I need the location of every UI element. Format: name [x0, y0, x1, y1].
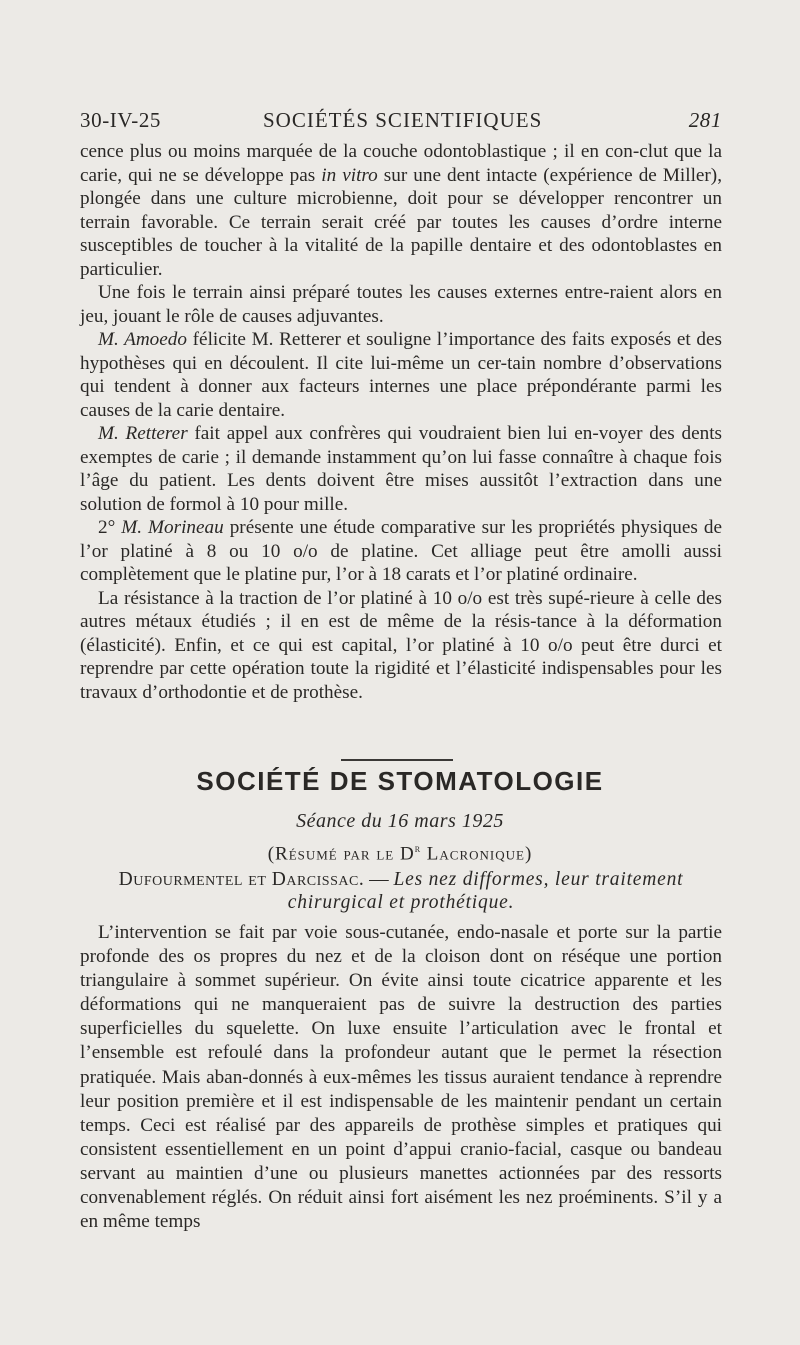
speaker-name: M. Amoedo [98, 329, 187, 350]
page-number: 281 [688, 108, 722, 132]
paragraph-3-text: félicite M. Retterer et souligne l’importance des faits exposés et des hypothèses qui en découlent. Il cite lui-même un cer-tain nombre d’observations qui tendent à donner aux facteurs internes une place prépondérante parmi les causes de la carie dentaire. [80, 329, 722, 421]
authors: Dufourmentel et Darcissac. [118, 869, 365, 890]
summary-post: Lacronique) [421, 843, 533, 865]
speaker-name: M. Morineau [121, 517, 224, 538]
paragraph-4-text: fait appel aux confrères qui voudraient bien lui en-voyer des dents exemptes de carie ; il demande instamment qu’on lui fasse connaître à chaque fois l’âge du patient. Les dents doivent être mises aussitôt l’extraction dans une solution de formol à 10 pour mille. [80, 423, 723, 515]
paragraph-1-part-c: sur une dent intacte (expérience de Miller), plongée dans une culture microbienne, doit pour se développer rencontrer un terrain favorable. Ce terrain serait créé par toutes les causes d’ordre interne susceptibles de toucher à la vitalité de la papille dentaire et des odontoblastes en particulier. [80, 164, 722, 280]
article-title: Les nez difformes, leur traitement chirurgical et prothétique. [287, 869, 684, 913]
summary-sup: r [414, 841, 422, 855]
header-date: 30-IV-25 [80, 108, 162, 132]
summary-attribution [0, 841, 800, 865]
paragraph-1-part-a: cence plus ou moins marquée de la couche odontoblastique ; il en con-clut que la carie, qui ne se développe pas [80, 141, 722, 186]
report-body [80, 140, 722, 704]
article-body [80, 921, 722, 1234]
speaker-name: M. Retterer [98, 423, 188, 444]
section-title: SOCIÉTÉ DE STOMATOLOGIE [196, 766, 604, 796]
article-heading [80, 868, 722, 914]
paragraph-5-text: présente une étude comparative sur les propriétés physiques de l’or platiné à 8 ou 10 o/o de platine. Cet alliage peut être amolli aussi complètement que le platine pur, l’or à 18 carats et l’or platiné ordinaire. [80, 517, 722, 585]
paragraph-5 [80, 516, 722, 587]
session-date: Séance du 16 mars 1925 [296, 810, 504, 832]
paragraph-1 [80, 140, 722, 281]
paragraph-3 [80, 328, 722, 422]
paragraph-4 [80, 422, 722, 516]
summary-pre: (Résumé par le D [267, 843, 415, 865]
paragraph-6: La résistance à la traction de l’or platiné à 10 o/o est très supé-rieure à celle des autres métaux étudiés ; il en est de même de la résis-tance à la déformation (élasticité). Enfin, et ce qui est capital, l’or platiné à 10 o/o peut être durci et reprendre par cette opération toute la rigidité et l’élasticité indispensables pour les travaux d’orthodontie et de prothèse. [80, 587, 722, 703]
paragraph-7: L’intervention se fait par voie sous-cutanée, endo-nasale et porte sur la partie profonde des os propres du nez et de la cloison dont on réséque une portion triangulaire à sommet supérieur. On évite ainsi toute cicatrice apparente et les déformations qui ne manqueraient pas de suivre la destruction des parties superficielles du squelette. On luxe ensuite l’articulation avec le frontal et l’ensemble est refoulé dans la profondeur autant que le permet la résection pratiquée. Mais aban-donnés à eux-mêmes les tissus auraient tendance à reprendre leur position première et il est indispensable de les maintenir pendant un certain temps. Ceci est réalisé par des appareils de prothèse simples et pratiques qui consistent essentiellement en un point d’appui cranio-facial, casque ou bandeau servant au maintien d’une ou plusieurs manettes actionnées par des ressorts convenablement réglés. On réduit ainsi fort aisément les nez proéminents. S’il y a en même temps [80, 922, 722, 1233]
section-divider [341, 759, 453, 761]
header-running-title: SOCIÉTÉS SCIENTIFIQUES [263, 108, 543, 132]
paragraph-1-italic: in vitro [321, 164, 378, 186]
item-number: 2° [98, 517, 122, 538]
paragraph-2: Une fois le terrain ainsi préparé toutes les causes externes entre-raient alors en jeu, jouant le rôle de causes adjuvantes. [80, 282, 722, 327]
running-header [80, 108, 722, 138]
dash: — [364, 869, 394, 890]
